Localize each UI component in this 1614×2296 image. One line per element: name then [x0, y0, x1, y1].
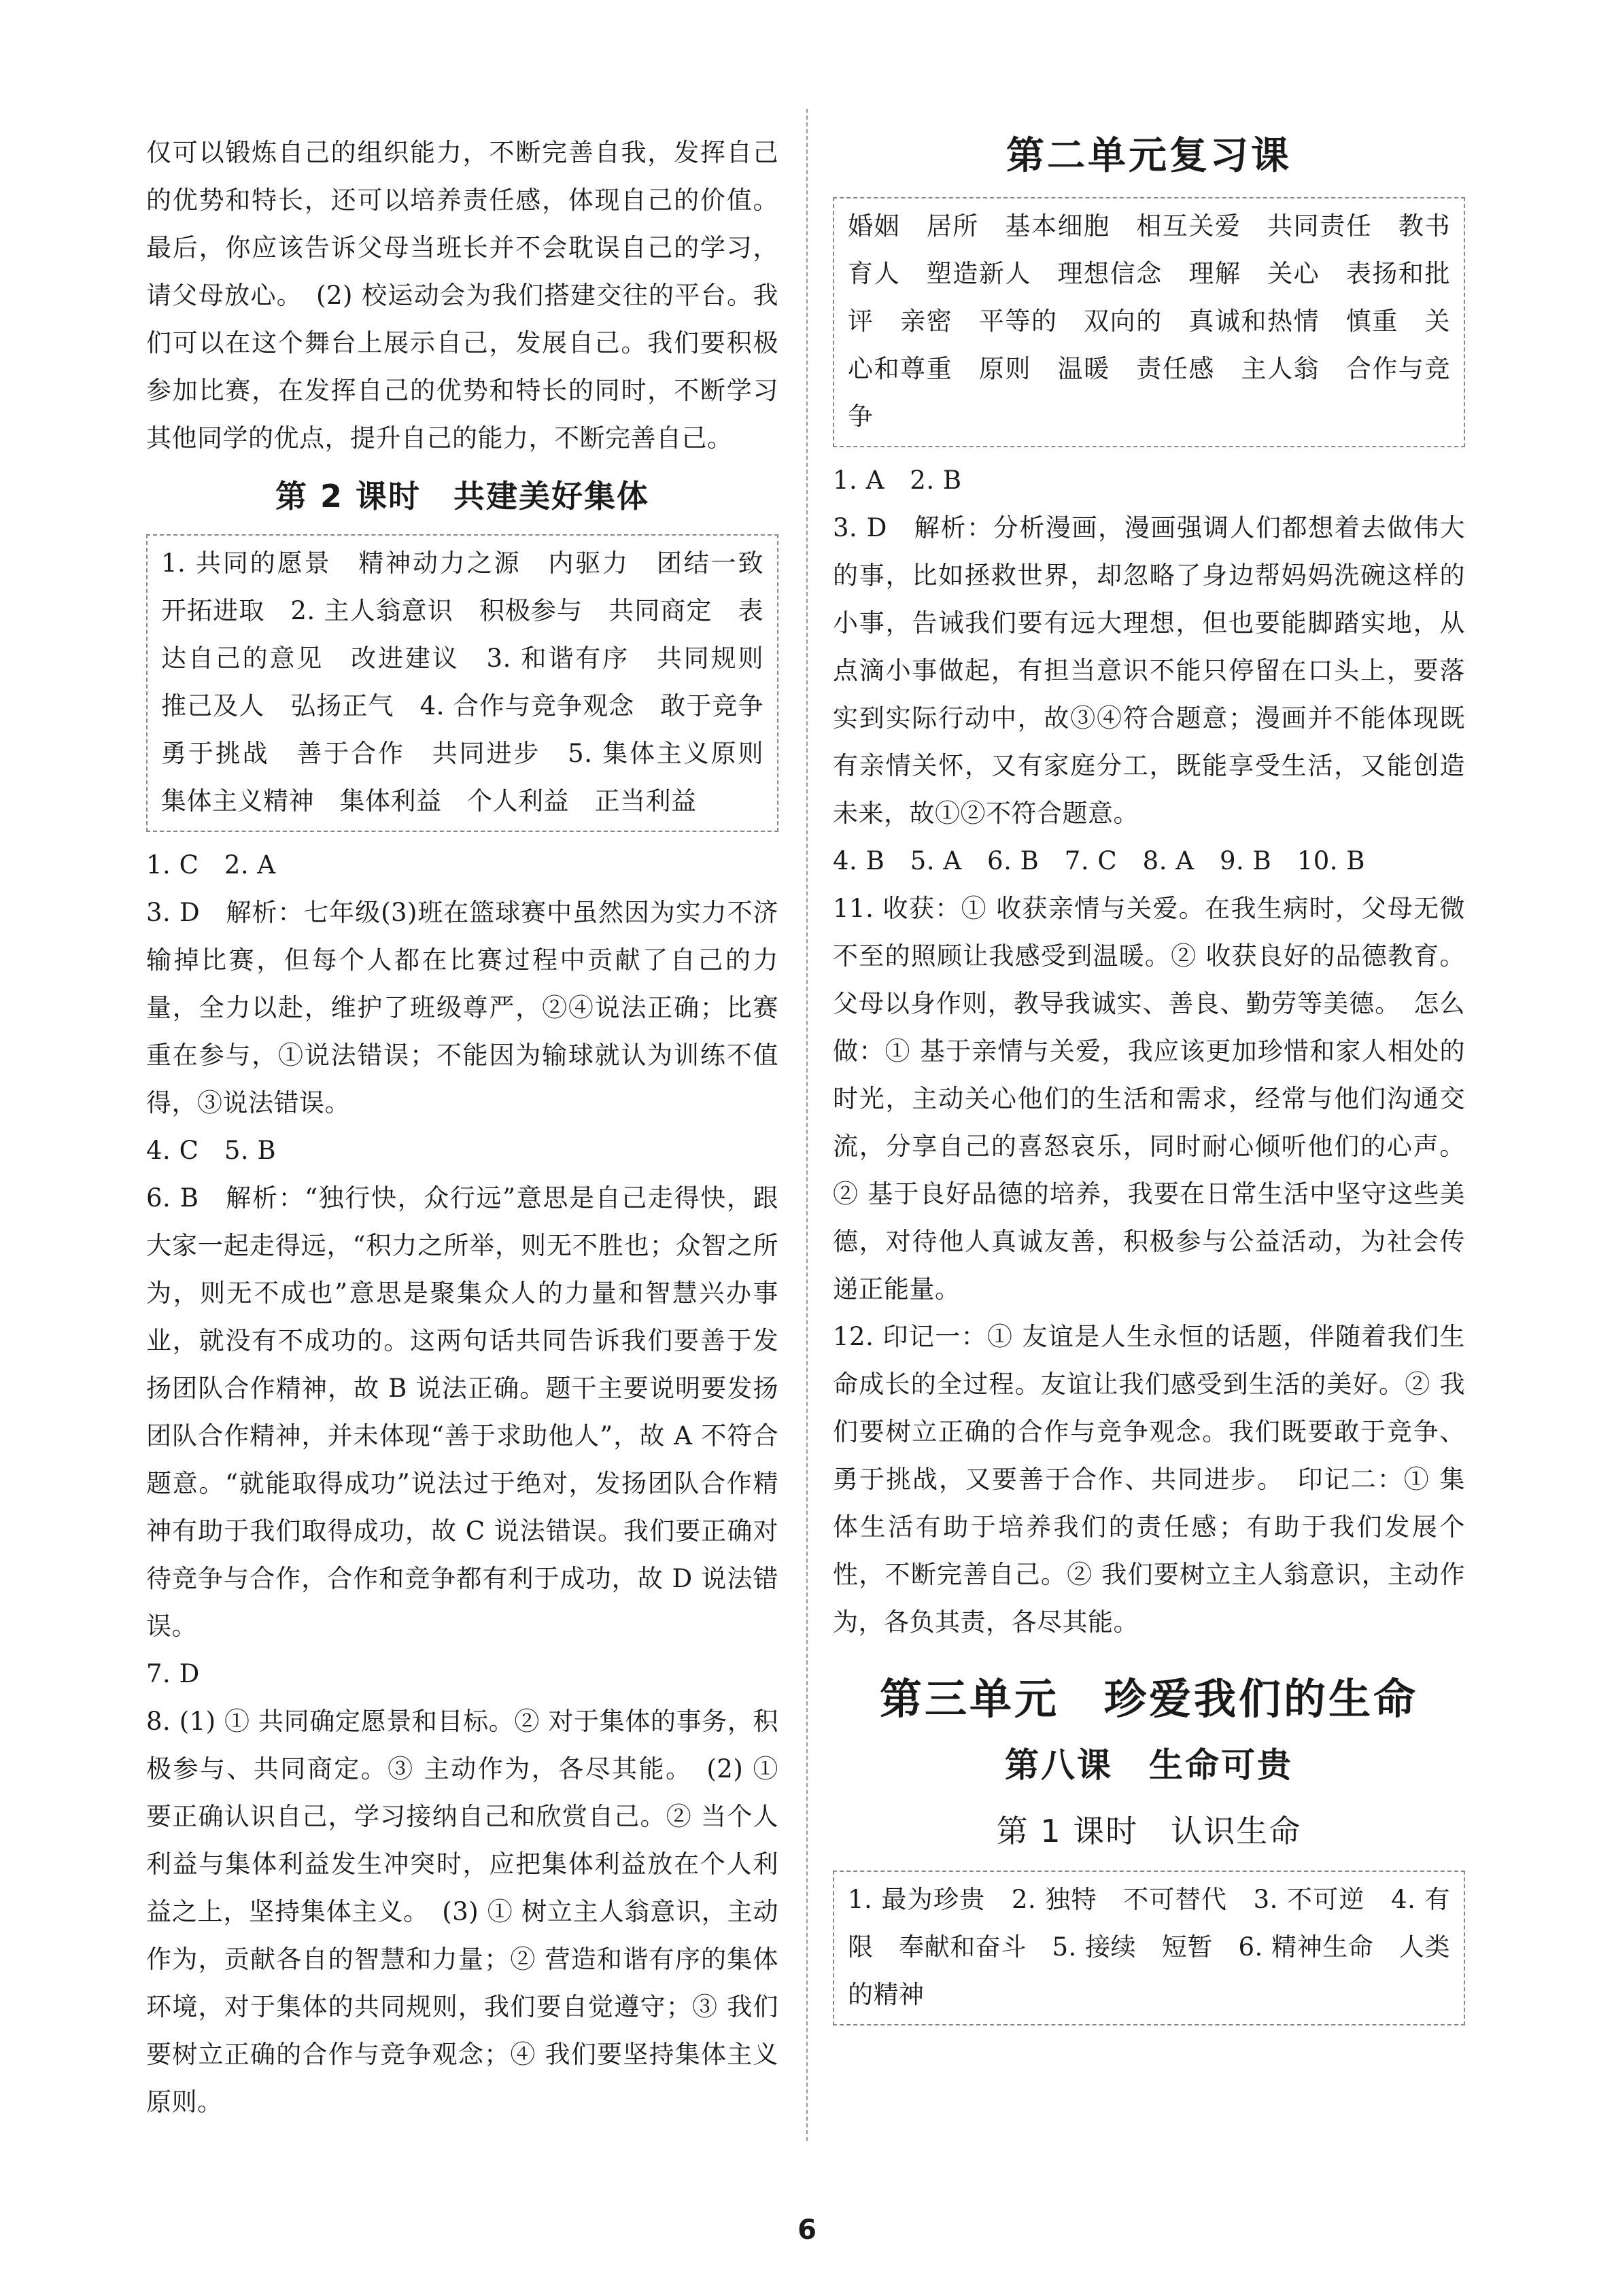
answer-1-2: 1. C 2. A [146, 850, 276, 880]
unit-review-title: 第二单元复习课 [1006, 134, 1292, 178]
key-points-box [146, 534, 789, 832]
life-keywords-box [833, 1871, 1465, 2025]
column-divider [806, 109, 808, 2141]
review-keywords-box [833, 197, 1465, 447]
key-points-text: 1. 共同的愿景 精神动力之源 内驱力 团结一致 开拓进取 2. 主人翁意识 积极参与 共同商定 表达自己的意见 改进建议 3. 和谐有序 共同规则 推己及人 弘扬正气 4. 合作与竞争观念 敢于竞争 勇于挑战 善于合作 共同进步 5. 集体主义原则 集体主义精神 集体利益 个人利益 正当利益 [161, 549, 789, 816]
answer-4-5: 4. C 5. B [146, 1136, 277, 1165]
review-answer-12: 12. 印记一：① 友谊是人生永恒的话题，伴随着我们生命成长的全过程。友谊让我们感受到生活的美好。② 我们要树立正确的合作与竞争观念。我们既要敢于竞争、勇于挑战，又要善于合作、共同进步。 印记二：① 集体生活有助于培养我们的责任感；有助于我们发展个性，不断完善自己。② 我们要树立主人翁意识，主动作为，各负其责，各尽其能。 [833, 1322, 1465, 1637]
right-column [833, 129, 1465, 2035]
review-answer-3: 3. D 解析：分析漫画，漫画强调人们都想着去做伟大的事，比如拯救世界，却忽略了身边帮妈妈洗碗这样的小事，告诫我们要有远大理想，但也要能脚踏实地，从点滴小事做起，有担当意识不能只停留在口头上，要落实到实际行动中，故③④符合题意；漫画并不能体现既有亲情关怀，又有家庭分工，既能享受生活，又能创造未来，故①②不符合题意。 [833, 513, 1465, 828]
intro-paragraph: 仅可以锻炼自己的组织能力，不断完善自我，发挥自己的优势和特长，还可以培养责任感，体现自己的价值。最后，你应该告诉父母当班长并不会耽误自己的学习，请父母放心。 (2) 校运动会为我们搭建交往的平台。我们可以在这个舞台上展示自己，发展自己。我们要积极参加比赛，在发挥自己的优势和特长的同时，不断学习其他同学的优点，提升自己的能力，不断完善自己。 [146, 138, 778, 453]
page-number: 6 [797, 2214, 817, 2246]
lesson-title-2: 第 2 课时 共建美好集体 [275, 478, 650, 515]
life-keywords-text: 1. 最为珍贵 2. 独特 不可替代 3. 不可逆 4. 有限 奉献和奋斗 5. 接续 短暂 6. 精神生命 人类的精神 [848, 1885, 1450, 2009]
review-keywords-text: 婚姻 居所 基本细胞 相互关爱 共同责任 教书育人 塑造新人 理想信念 理解 关心 表扬和批评 亲密 平等的 双向的 真诚和热情 慎重 关心和尊重 原则 温暖 责任感 主人翁 合作与竞争 [848, 211, 1450, 431]
review-answer-1-2: 1. A 2. B [833, 466, 962, 495]
course-eight-title: 第八课 生命可贵 [1005, 1745, 1293, 1785]
review-answer-4-10: 4. B 5. A 6. B 7. C 8. A 9. B 10. B [833, 846, 1365, 875]
unit-three-title: 第三单元 珍爱我们的生命 [879, 1674, 1418, 1724]
answer-7: 7. D [146, 1659, 200, 1688]
answer-3: 3. D 解析：七年级(3)班在篮球赛中虽然因为实力不济输掉比赛，但每个人都在比赛过程中贡献了自己的力量，全力以赴，维护了班级尊严，②④说法正确；比赛重在参与，①说法错误；不能因为输球就认为训练不值得，③说法错误。 [146, 898, 778, 1117]
left-column [146, 129, 789, 2126]
answer-6: 6. B 解析：“独行快，众行远”意思是自己走得快，跟大家一起走得远，“积力之所举，则无不胜也；众智之所为，则无不成也”意思是聚集众人的力量和智慧兴办事业，就没有不成功的。这两句话共同告诉我们要善于发扬团队合作精神，故 B 说法正确。题干主要说明要发扬团队合作精神，并未体现“善于求助他人”，故 A 不符合题意。“就能取得成功”说法过于绝对，发扬团队合作精神有助于我们取得成功，故 C 说法错误。我们要正确对待竞争与合作，合作和竞争都有利于成功，故 D 说法错误。 [146, 1183, 778, 1641]
answer-8: 8. (1) ① 共同确定愿景和目标。② 对于集体的事务，积极参与、共同商定。③ 主动作为，各尽其能。 (2) ① 要正确认识自己，学习接纳自己和欣赏自己。② 当个人利益与集体利益发生冲突时，应把集体利益放在个人利益之上，坚持集体主义。 (3) ① 树立主人翁意识，主动作为，贡献各自的智慧和力量；② 营造和谐有序的集体环境，对于集体的共同规则，我们要自觉遵守；③ 我们要树立正确的合作与竞争观念；④ 我们要坚持集体主义原则。 [146, 1707, 778, 2117]
review-answer-11: 11. 收获：① 收获亲情与关爱。在我生病时，父母无微不至的照顾让我感受到温暖。② 收获良好的品德教育。父母以身作则，教导我诚实、善良、勤劳等美德。 怎么做：① 基于亲情与关爱，我应该更加珍惜和家人相处的时光，主动关心他们的生活和需求，经常与他们沟通交流，分享自己的喜怒哀乐，同时耐心倾听他们的心声。② 基于良好品德的培养，我要在日常生活中坚守这些美德，对待他人真诚友善，积极参与公益活动，为社会传递正能量。 [833, 894, 1465, 1304]
lesson-title-1: 第 1 课时 认识生命 [996, 1813, 1302, 1849]
